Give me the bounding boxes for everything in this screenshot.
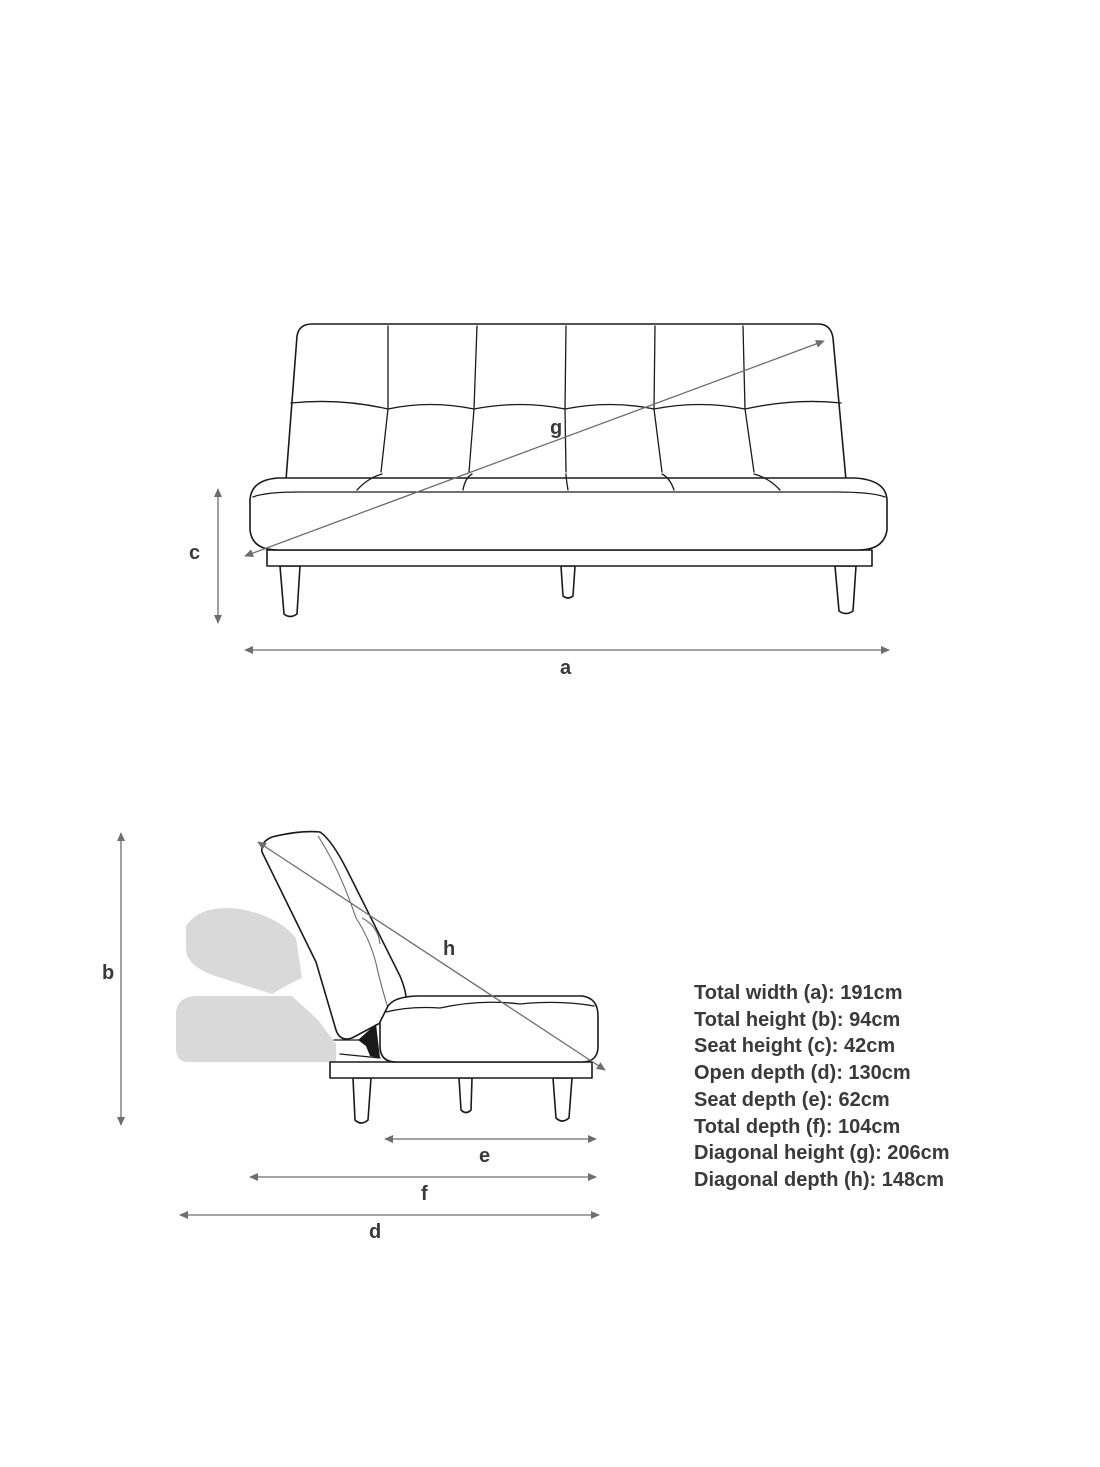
front-leg-middle [561,566,575,598]
label-b: b [102,962,115,984]
spec-diagonal-height: Diagonal height (g): 206cm [694,1142,950,1165]
dimension-spec-list [694,980,950,1194]
spec-total-depth: Total depth (f): 104cm [694,1115,901,1138]
side-ghost-open-seat [176,996,336,1062]
front-leg-right [835,566,856,614]
front-view-drawing [189,324,889,679]
side-seat-cushion [380,996,598,1062]
side-base-plinth [330,1062,592,1078]
side-leg-left [353,1078,371,1123]
spec-open-depth: Open depth (d): 130cm [694,1062,911,1085]
label-d: d [369,1221,382,1243]
spec-total-height: Total height (b): 94cm [694,1008,901,1031]
label-e: e [479,1145,491,1167]
label-h: h [443,938,456,960]
label-c: c [189,542,201,564]
front-base-plinth [267,550,872,566]
spec-seat-height: Seat height (c): 42cm [694,1035,896,1058]
side-view-drawing [102,832,605,1243]
side-leg-right [553,1078,572,1121]
label-f: f [421,1183,428,1205]
front-seat-cushion [250,478,887,550]
side-ghost-open-position [186,908,302,994]
spec-seat-depth: Seat depth (e): 62cm [694,1088,890,1111]
side-leg-middle [459,1078,472,1113]
front-leg-left [280,566,300,617]
label-g: g [550,417,563,439]
spec-total-width: Total width (a): 191cm [694,982,903,1004]
label-a: a [560,657,572,679]
spec-diagonal-depth: Diagonal depth (h): 148cm [694,1168,945,1191]
